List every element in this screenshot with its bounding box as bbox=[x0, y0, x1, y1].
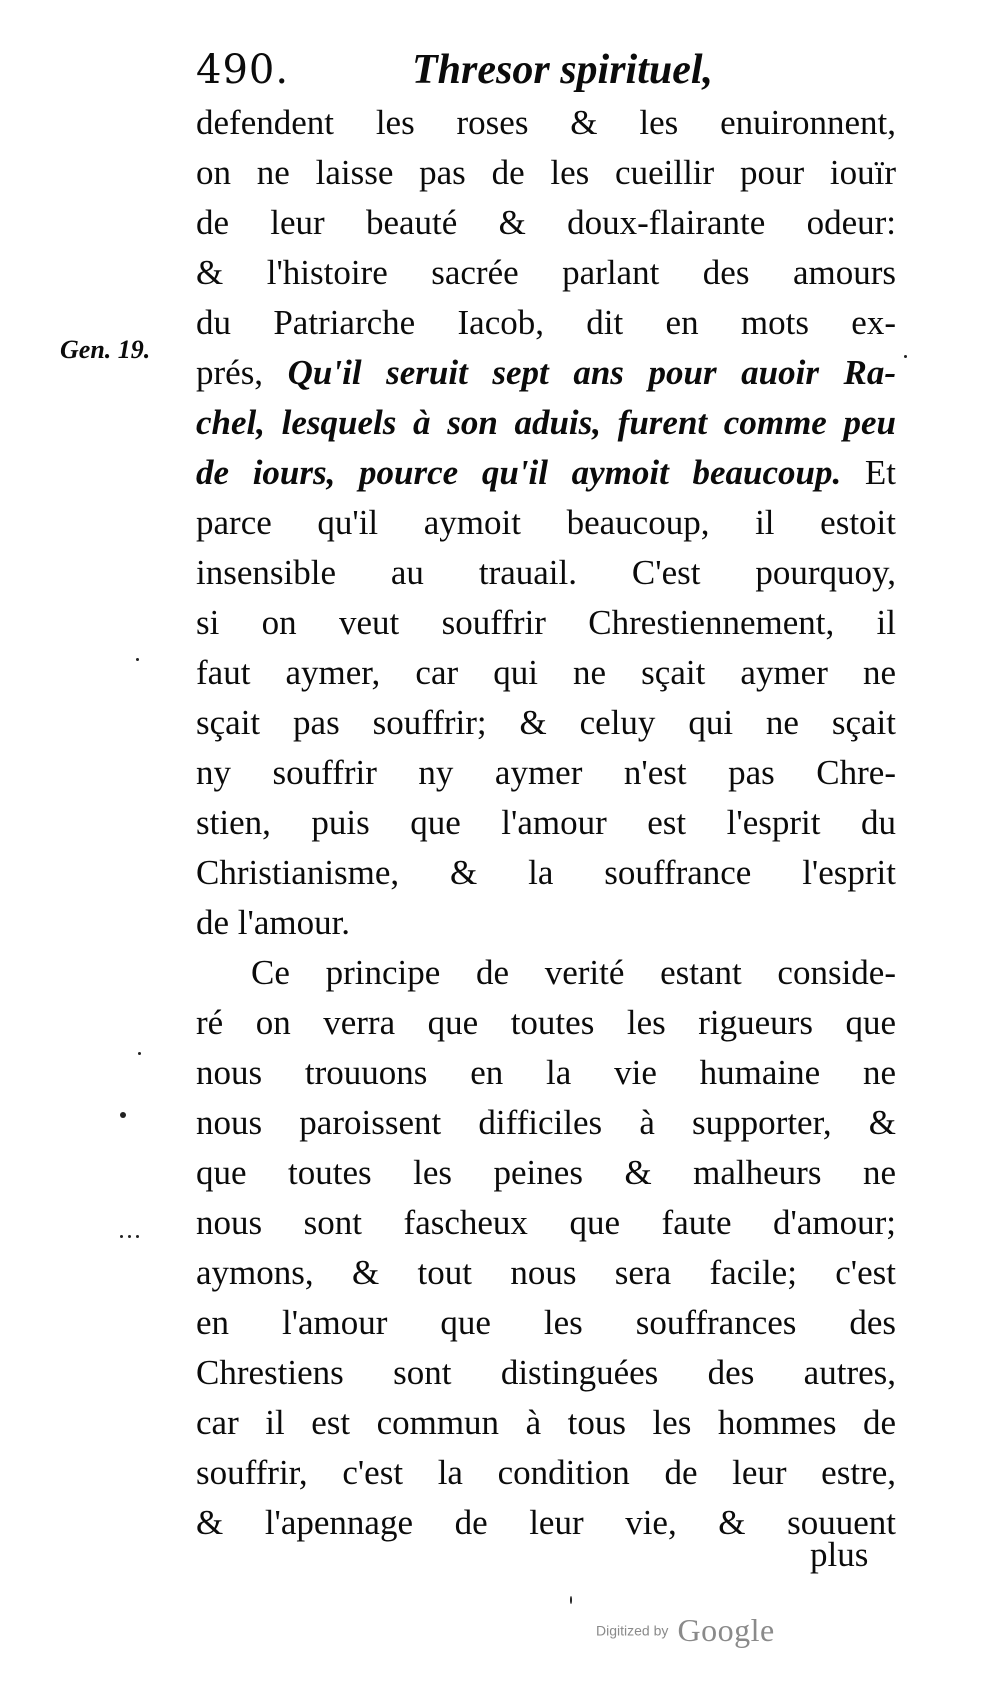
text-line-roman: prés, bbox=[196, 353, 288, 392]
text-line: du Patriarche Iacob, dit en mots ex- bbox=[196, 303, 896, 342]
text-line: souffrir, c'est la condition de leur estre, bbox=[196, 1453, 896, 1492]
text-line: nous sont fascheux que faute d'amour; bbox=[196, 1203, 896, 1242]
page-number: 490. bbox=[196, 47, 290, 93]
watermark-prefix: Digitized by bbox=[596, 1622, 669, 1639]
running-title: Thresor spirituel, bbox=[412, 47, 714, 93]
text-line: aymons, & tout nous sera facile; c'est bbox=[196, 1253, 896, 1292]
text-line bbox=[196, 348, 896, 398]
text-line: de leur beauté & doux-flairante odeur: bbox=[196, 203, 896, 242]
text-line: sçait pas souffrir; & celuy qui ne sçait bbox=[196, 703, 896, 742]
quotation-line: chel, lesquels à son aduis, furent comme peu bbox=[196, 403, 896, 442]
margin-note-reference: Gen. 19. bbox=[60, 335, 151, 364]
text-line: faut aymer, car qui ne sçait aymer ne bbox=[196, 653, 896, 692]
scan-speck bbox=[904, 355, 907, 358]
text-line: insensible au trauail. C'est pourquoy, bbox=[196, 553, 896, 592]
text-line: Chrestiens sont distinguées des autres, bbox=[196, 1353, 896, 1392]
text-line: defendent les roses & les enuironnent, bbox=[196, 103, 896, 142]
text-line: Christianisme, & la souffrance l'esprit bbox=[196, 853, 896, 892]
text-line-roman: Et bbox=[841, 453, 896, 492]
catchword: plus bbox=[810, 1535, 869, 1574]
scan-speck bbox=[120, 1235, 123, 1238]
google-logo: Google bbox=[677, 1612, 775, 1648]
text-line: on ne laisse pas de les cueillir pour iouïr bbox=[196, 153, 896, 192]
scan-speck bbox=[120, 1112, 126, 1118]
text-line: & l'histoire sacrée parlant des amours bbox=[196, 253, 896, 292]
digitization-watermark bbox=[596, 1612, 775, 1652]
scan-speck bbox=[136, 1235, 139, 1238]
text-line: ny souffrir ny aymer n'est pas Chre- bbox=[196, 753, 896, 792]
scan-speck bbox=[128, 1235, 131, 1238]
text-line: en l'amour que les souffrances des bbox=[196, 1303, 896, 1342]
quotation-italic: Qu'il seruit sept ans pour auoir Ra- bbox=[287, 353, 897, 392]
scan-speck bbox=[570, 1596, 572, 1604]
body-text bbox=[196, 98, 896, 1548]
scan-speck bbox=[138, 1052, 141, 1055]
text-line: stien, puis que l'amour est l'esprit du bbox=[196, 803, 896, 842]
text-line: nous paroissent difficiles à supporter, & bbox=[196, 1103, 896, 1142]
text-line: de l'amour. bbox=[196, 903, 351, 942]
text-line: si on veut souffrir Chrestiennement, il bbox=[196, 603, 896, 642]
quotation-italic: de iours, pource qu'il aymoit beaucoup. bbox=[196, 453, 842, 492]
text-line: parce qu'il aymoit beaucoup, il estoit bbox=[196, 503, 896, 542]
page-header bbox=[196, 40, 896, 100]
text-line: & l'apennage de leur vie, & souuent bbox=[196, 1503, 896, 1542]
text-line: que toutes les peines & malheurs ne bbox=[196, 1153, 896, 1192]
paragraph-first-line: Ce principe de verité estant conside- bbox=[251, 953, 896, 992]
text-line: nous trouuons en la vie humaine ne bbox=[196, 1053, 896, 1092]
text-line: car il est commun à tous les hommes de bbox=[196, 1403, 896, 1442]
text-line: ré on verra que toutes les rigueurs que bbox=[196, 1003, 896, 1042]
scan-speck bbox=[136, 658, 139, 661]
text-line bbox=[196, 448, 896, 498]
